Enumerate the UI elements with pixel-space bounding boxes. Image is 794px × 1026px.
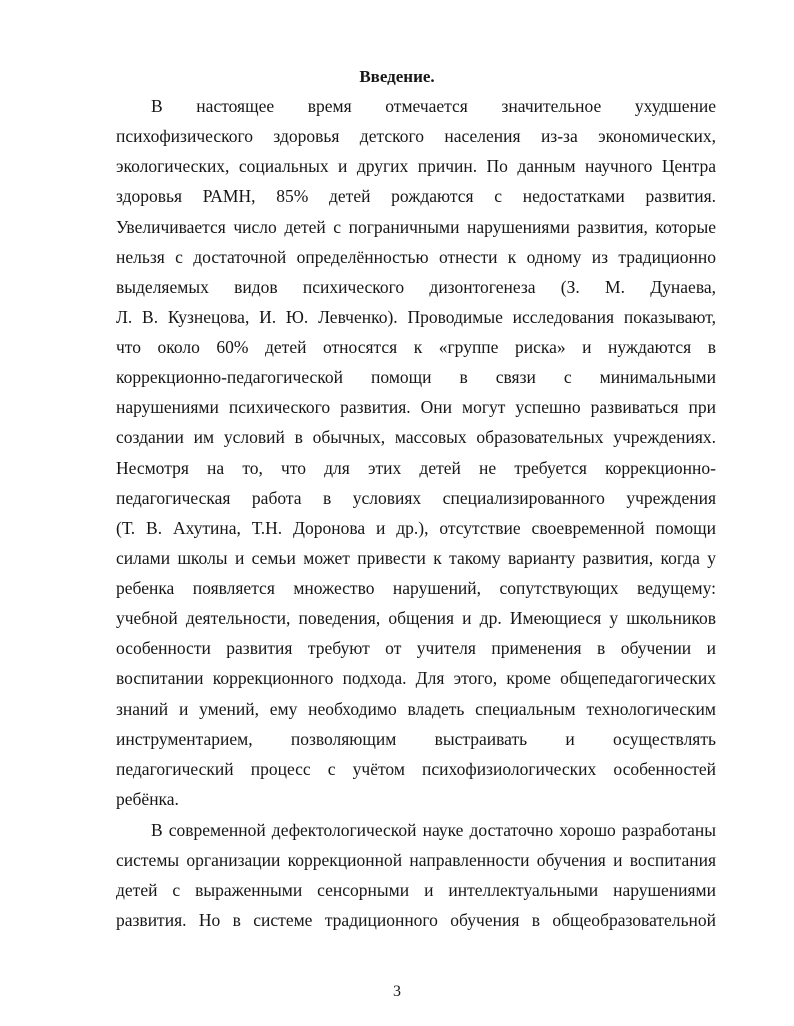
text-line: В современной дефектологической науке достаточно хорошо разработаны: [151, 820, 716, 840]
text-line: силами школы и семьи может привести к такому варианту развития, когда у: [116, 548, 716, 568]
page-number: 3: [393, 983, 401, 1000]
text-line: Несмотря на то, что для этих детей не требуется коррекционно-: [116, 458, 716, 478]
text-line: нарушениями психического развития. Они могут успешно развиваться при: [116, 397, 716, 417]
text-line: инструментарием, позволяющим выстраивать и осуществлять: [116, 729, 716, 749]
text-line: создании им условий в обычных, массовых образовательных учреждениях.: [116, 427, 716, 447]
text-line: особенности развития требуют от учителя применения в обучении и: [116, 638, 716, 658]
text-line: нельзя с достаточной определённостью отнести к одному из традиционно: [116, 247, 716, 267]
text-line: выделяемых видов психического дизонтогенеза (З. М. Дунаева,: [116, 277, 716, 297]
text-line: (Т. В. Ахутина, Т.Н. Доронова и др.), отсутствие своевременной помощи: [116, 518, 716, 538]
text-line: педагогическая работа в условиях специализированного учреждения: [116, 488, 716, 508]
text-line: учебной деятельности, поведения, общения и др. Имеющиеся у школьников: [116, 608, 716, 628]
text-line: детей с выраженными сенсорными и интеллектуальными нарушениями: [116, 880, 716, 900]
page-title: Введение.: [359, 67, 435, 86]
text-line: педагогический процесс с учётом психофизиологических особенностей: [116, 759, 716, 779]
text-line: Л. В. Кузнецова, И. Ю. Левченко). Проводимые исследования показывают,: [116, 307, 716, 327]
text-line: экологических, социальных и других причин. По данным научного Центра: [116, 156, 716, 176]
text-line: развития. Но в системе традиционного обучения в общеобразовательной: [116, 910, 716, 930]
text-line: воспитании коррекционного подхода. Для этого, кроме общепедагогических: [116, 668, 716, 688]
text-line: что около 60% детей относятся к «группе риска» и нуждаются в: [116, 337, 716, 357]
text-line: знаний и умений, ему необходимо владеть специальным технологическим: [116, 699, 716, 719]
text-line: ребёнка.: [116, 789, 179, 809]
text-line: Увеличивается число детей с пограничными нарушениями развития, которые: [116, 217, 716, 237]
text-line: здоровья РАМН, 85% детей рождаются с недостатками развития.: [116, 186, 716, 206]
text-line: психофизического здоровья детского населения из-за экономических,: [116, 126, 716, 146]
text-line: ребенка появляется множество нарушений, сопутствующих ведущему:: [116, 578, 716, 598]
text-line: коррекционно-педагогической помощи в связи с минимальными: [116, 367, 716, 387]
text-line: системы организации коррекционной направленности обучения и воспитания: [116, 850, 716, 870]
text-line: В настоящее время отмечается значительное ухудшение: [151, 96, 716, 116]
